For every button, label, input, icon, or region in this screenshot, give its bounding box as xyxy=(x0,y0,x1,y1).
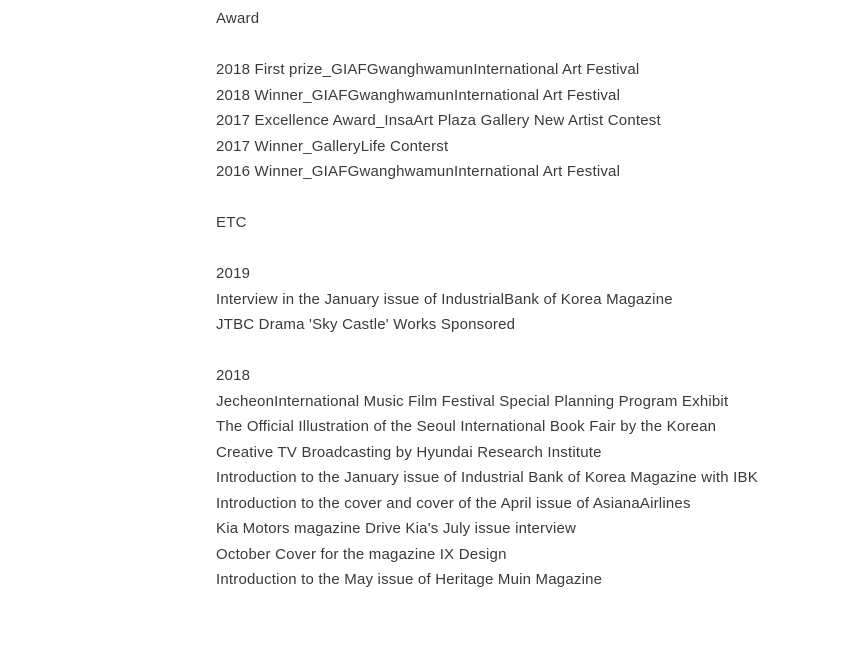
award-item: 2018 Winner_GIAFGwanghwamunInternational Art Festival xyxy=(216,86,621,104)
blank-line xyxy=(216,32,860,58)
award-item: 2017 Excellence Award_InsaArt Plaza Gallery New Artist Contest xyxy=(216,112,661,129)
etc-item: The Official Illustration of the Seoul International Book Fair by the Korean xyxy=(216,418,717,435)
etc-item: October Cover for the magazine IX Design xyxy=(216,545,507,563)
etc-item: Kia Motors magazine Drive Kia's July issue interview xyxy=(216,520,577,537)
award-section-heading: Award xyxy=(216,10,260,27)
etc-item: Creative TV Broadcasting by Hyundai Research Institute xyxy=(216,443,602,461)
etc-item: JTBC Drama 'Sky Castle' Works Sponsored xyxy=(216,316,516,333)
blank-line xyxy=(216,185,860,211)
award-item: 2018 First prize_GIAFGwanghwamunInternational Art Festival xyxy=(216,61,640,78)
etc-group-year: 2019 xyxy=(216,265,251,282)
etc-item: Introduction to the cover and cover of the April issue of AsianaAirlines xyxy=(216,494,691,512)
etc-item: Introduction to the May issue of Heritage Muin Magazine xyxy=(216,571,603,588)
etc-section-heading: ETC xyxy=(216,214,247,231)
etc-section xyxy=(216,210,860,593)
etc-item: Interview in the January issue of IndustrialBank of Korea Magazine xyxy=(216,290,673,308)
award-section xyxy=(216,6,860,185)
etc-group-2018 xyxy=(216,363,860,593)
blank-line xyxy=(216,338,860,364)
etc-item: Introduction to the January issue of Industrial Bank of Korea Magazine with IBK xyxy=(216,469,758,486)
award-item: 2017 Winner_GalleryLife Conterst xyxy=(216,137,449,155)
etc-group-year: 2018 xyxy=(216,367,251,384)
etc-item: JecheonInternational Music Film Festival Special Planning Program Exhibit xyxy=(216,392,729,410)
etc-group-2019 xyxy=(216,261,860,338)
award-item: 2016 Winner_GIAFGwanghwamunInternational Art Festival xyxy=(216,163,621,180)
blank-line xyxy=(216,236,860,262)
